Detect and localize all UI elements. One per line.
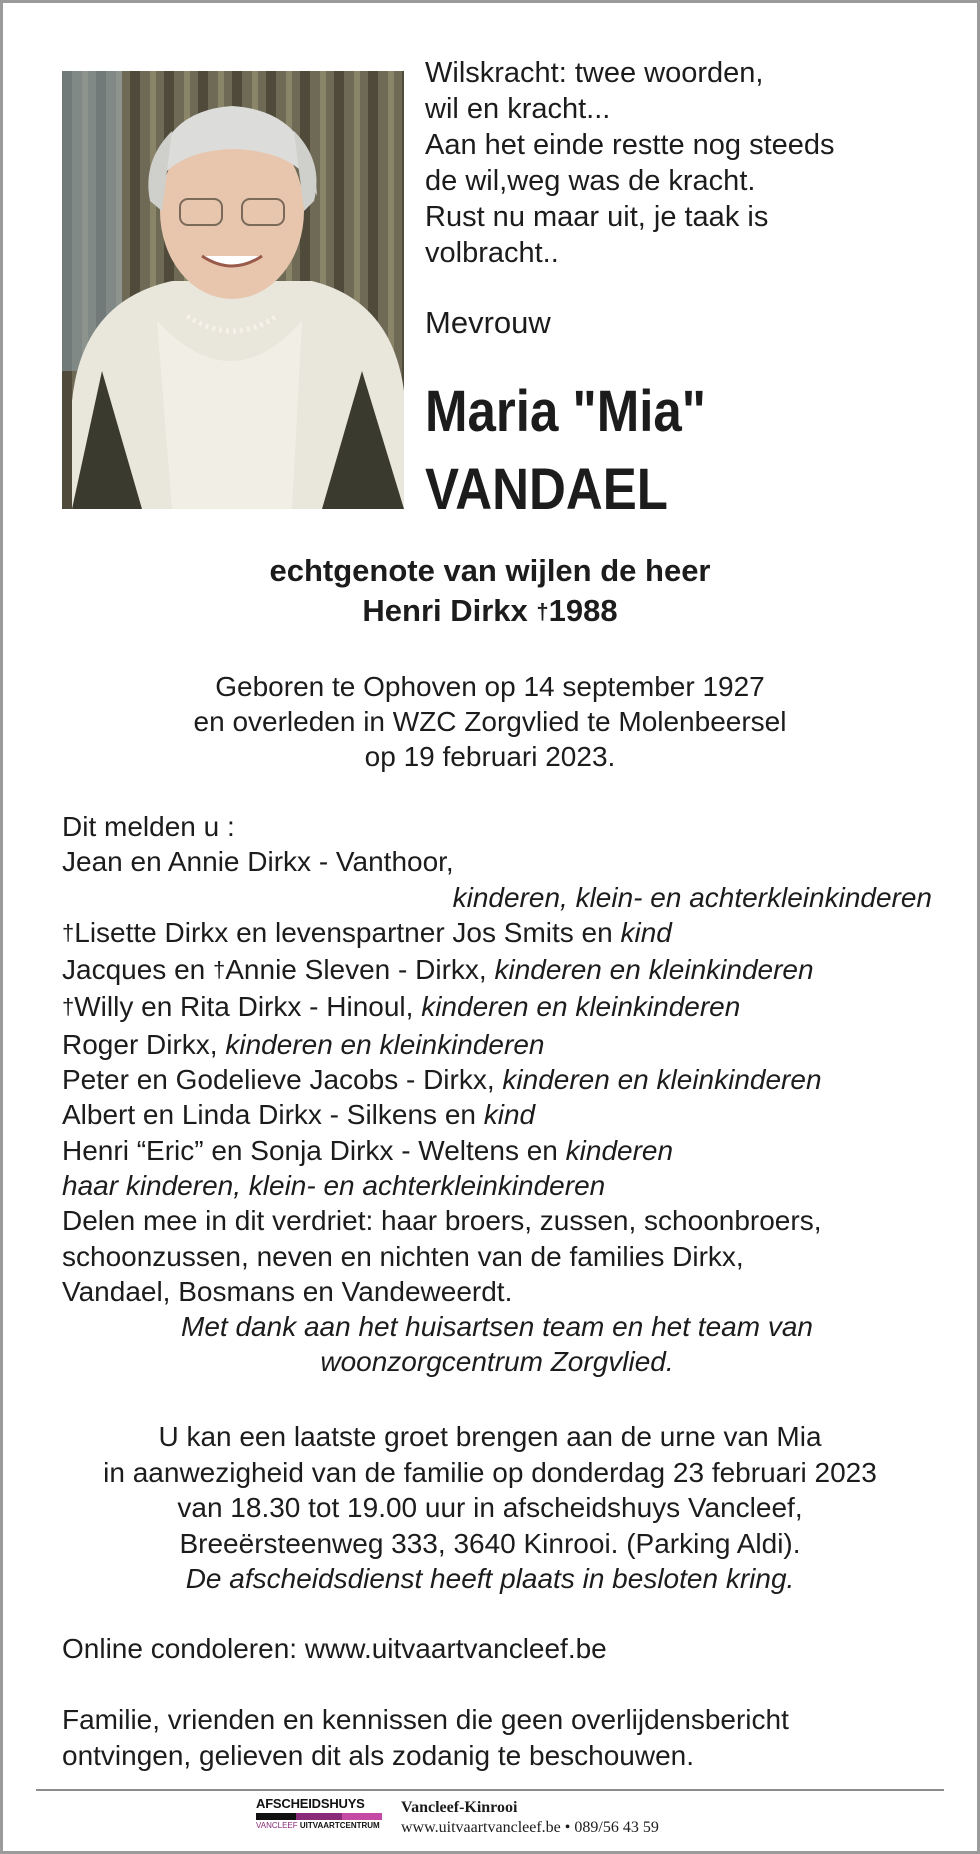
visit-line-italic — [3, 1561, 977, 1597]
family-row-italic: kinderen en kleinkinderen — [502, 1064, 822, 1096]
logo-bars — [256, 1813, 382, 1820]
deceased-name — [425, 373, 706, 529]
family-row — [62, 1133, 932, 1168]
closing-note — [62, 1702, 789, 1773]
family-row-italic: kinderen en kleinkinderen — [225, 1028, 545, 1060]
family-row-italic: kinderen — [565, 1134, 674, 1166]
closing-line: Familie, vrienden en kennissen die geen overlijdensbericht — [62, 1704, 789, 1735]
logo-subtext — [256, 1821, 382, 1830]
logo-text: AFSCHEIDSHUYS — [256, 1796, 365, 1811]
share-line: schoonzussen, neven en nichten van de families Dirkx, — [62, 1240, 744, 1272]
family-intro: Dit melden u : — [62, 811, 235, 842]
spouse-name: Henri Dirkx — [362, 593, 537, 628]
spouse-line-1: echtgenote van wijlen de heer — [269, 553, 711, 588]
spouse-line-2 — [3, 591, 977, 634]
online-condolences: Online condoleren: www.uitvaartvancleef.be — [62, 1633, 607, 1664]
visit-line: U kan een laatste groet brengen aan de urne van Mia — [158, 1421, 822, 1452]
birth-line: en overleden in WZC Zorgvlied te Molenbeersel — [193, 706, 787, 737]
family-row — [62, 1097, 932, 1132]
family-row-text: Albert en Linda Dirkx - Silkens en — [62, 1099, 484, 1131]
cross-icon: † — [62, 919, 75, 945]
family-row-italic: haar kinderen, klein- en achterkleinkinderen — [62, 1169, 606, 1201]
spouse-info — [3, 551, 977, 634]
share-line: Vandael, Bosmans en Vandeweerdt. — [62, 1275, 513, 1307]
visitation-info — [3, 1419, 977, 1597]
family-row — [62, 915, 932, 952]
visit-italic: De afscheidsdienst heeft plaats in besloten kring. — [185, 1563, 795, 1594]
logo-subtext-b: UITVAARTCENTRUM — [299, 1821, 380, 1830]
poem-line: Rust nu maar uit, je taak is — [425, 201, 769, 233]
family-row: Jean en Annie Dirkx - Vanthoor, — [62, 846, 454, 878]
thanks-line: woonzorgcentrum Zorgvlied. — [320, 1346, 674, 1378]
name-line-1: Maria "Mia" — [425, 379, 706, 444]
poem-line: de wil,weg was de kracht. — [425, 165, 756, 197]
birth-line: op 19 februari 2023. — [364, 741, 616, 772]
family-row — [62, 1062, 932, 1097]
visit-line: Breeërsteenweg 333, 3640 Kinrooi. (Parking Aldi). — [179, 1527, 801, 1559]
cross-icon: † — [536, 599, 549, 624]
family-row — [62, 952, 932, 989]
cross-icon: † — [213, 957, 226, 983]
family-list — [62, 809, 932, 1380]
family-row-italic: kinderen, klein- en achterkleinkinderen — [452, 881, 932, 913]
poem-line: wil en kracht... — [425, 93, 611, 125]
funeral-home-logo — [256, 1796, 382, 1830]
portrait-photo — [62, 71, 404, 509]
footer-divider — [36, 1789, 944, 1791]
funeral-home-name: Vancleef-Kinrooi — [401, 1799, 518, 1816]
name-line-2: VANDAEL — [425, 457, 668, 522]
family-row — [62, 989, 932, 1026]
family-row-text: Willy en Rita Dirkx - Hinoul, — [74, 991, 422, 1023]
poem-line: Aan het einde restte nog steeds — [425, 129, 835, 161]
family-row — [62, 880, 932, 915]
family-row-italic: kinderen en kleinkinderen — [421, 991, 741, 1023]
visit-line: in aanwezigheid van de familie op donderdag 23 februari 2023 — [103, 1456, 877, 1488]
spouse-year: 1988 — [548, 593, 618, 628]
poem-line: volbracht.. — [425, 237, 559, 269]
title-prefix: Mevrouw — [425, 305, 551, 340]
family-row-text: Annie Sleven - Dirkx, — [225, 954, 495, 986]
thanks-line: Met dank aan het huisartsen team en het team van — [181, 1311, 813, 1343]
family-row-text: Henri “Eric” en Sonja Dirkx - Weltens en — [62, 1134, 566, 1166]
family-row-text: Peter en Godelieve Jacobs - Dirkx, — [62, 1064, 503, 1096]
share-line: Delen mee in dit verdriet: haar broers, zussen, schoonbroers, — [62, 1205, 822, 1237]
visit-line: van 18.30 tot 19.00 uur in afscheidshuys Vancleef, — [177, 1492, 803, 1523]
family-row-text: Roger Dirkx, — [62, 1028, 226, 1060]
logo-subtext-a: VANCLEEF — [256, 1821, 298, 1830]
poem-line: Wilskracht: twee woorden, — [425, 57, 764, 89]
family-row-text: Lisette Dirkx en levenspartner Jos Smits en — [74, 916, 621, 948]
family-row — [62, 1168, 932, 1203]
family-row-italic: kind — [620, 916, 672, 948]
funeral-home-contact — [401, 1798, 659, 1838]
birth-death-info — [3, 669, 977, 774]
birth-line: Geboren te Ophoven op 14 september 1927 — [215, 671, 765, 702]
family-row-text: Jacques en — [62, 954, 213, 986]
cross-icon: † — [62, 994, 75, 1020]
family-row-italic: kinderen en kleinkinderen — [494, 954, 814, 986]
funeral-home-details: www.uitvaartvancleef.be • 089/56 43 59 — [401, 1819, 659, 1836]
family-row-italic: kind — [483, 1099, 536, 1131]
poem — [425, 55, 835, 271]
closing-line: ontvingen, gelieven dit als zodanig te beschouwen. — [62, 1739, 694, 1771]
family-row — [62, 1027, 932, 1062]
